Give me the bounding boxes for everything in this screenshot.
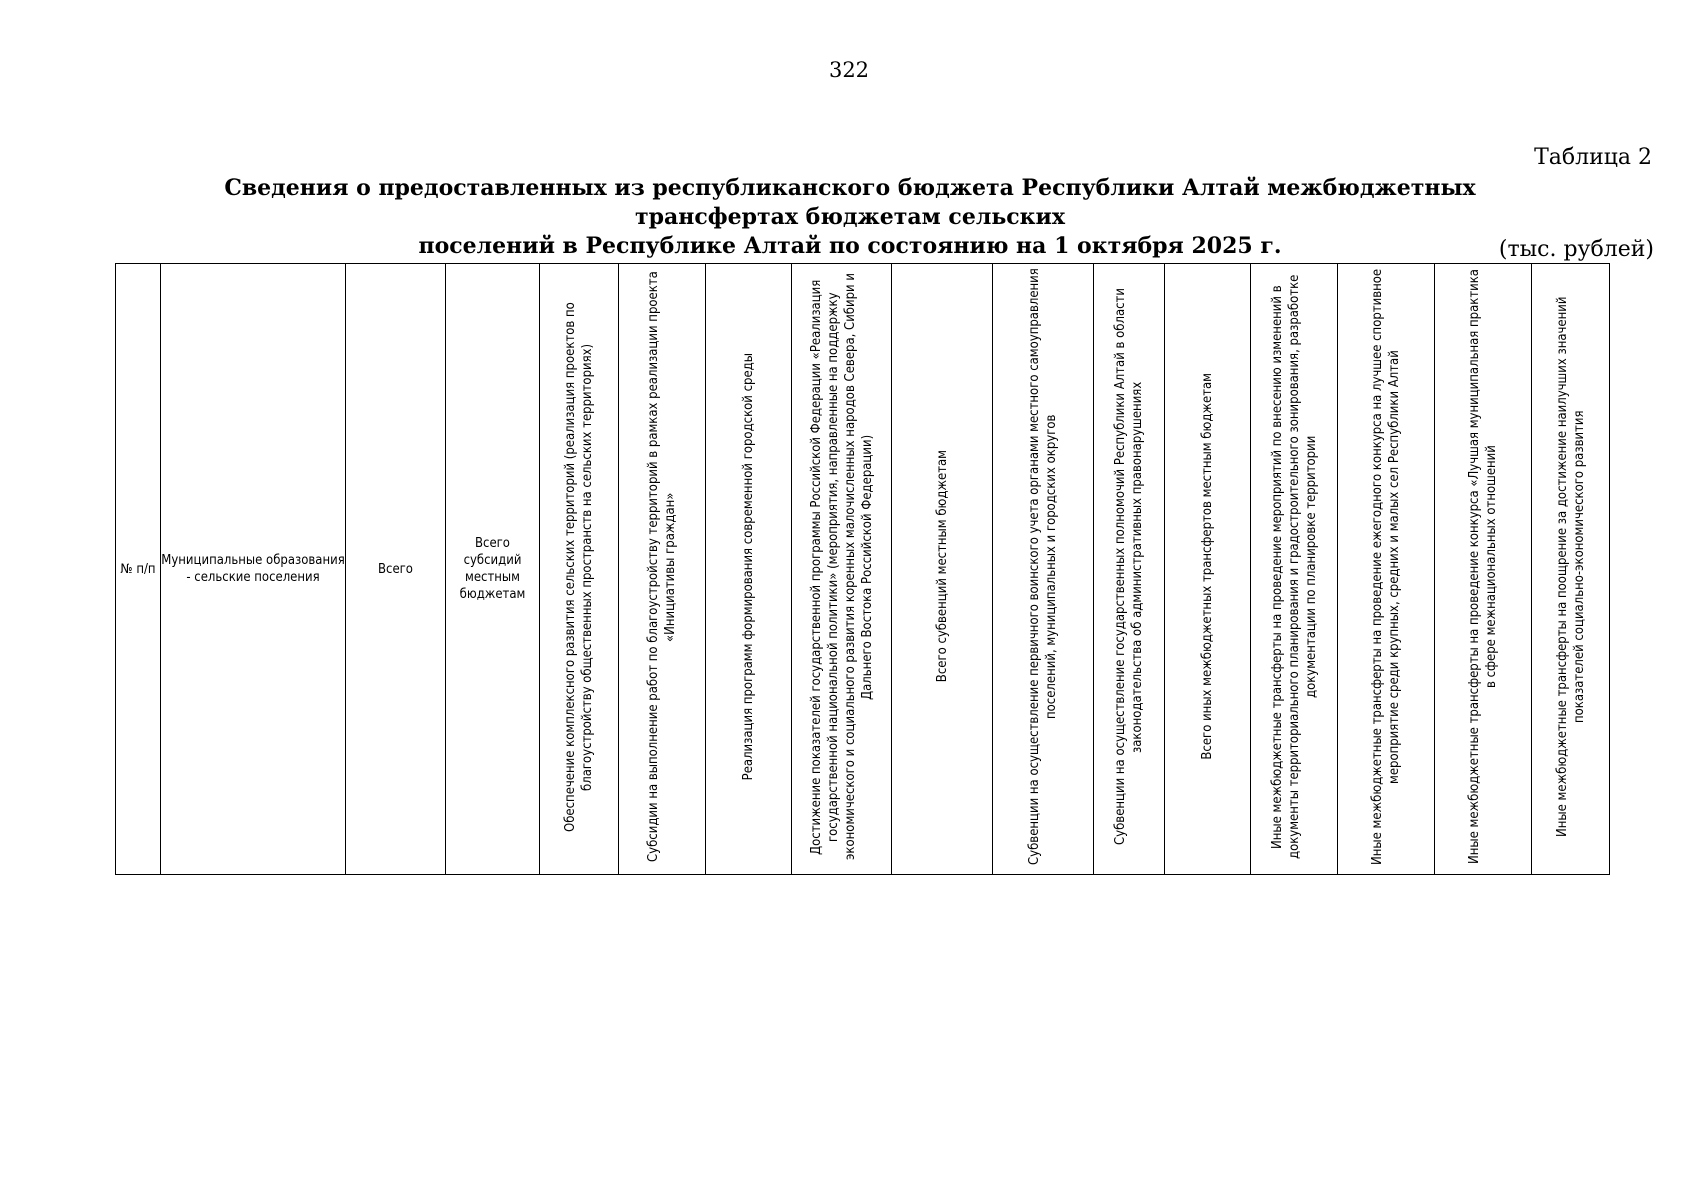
column-header-label: Всего субвенций местным бюджетам (934, 450, 950, 683)
transfers-table (115, 263, 1610, 875)
column-header-label: Иные межбюджетные трансферты на проведение мероприятий по внесению изменений в документы территориального планирования и градостроительного зонирования, разработке документации по планировке территории (1269, 274, 1319, 859)
table-header-row (116, 264, 1610, 875)
column-header-socioeconomic-award (1532, 264, 1610, 875)
column-header-urban-environment (706, 264, 792, 875)
column-header-interethnic-practice (1435, 264, 1532, 875)
column-header-label: Иные межбюджетные трансферты на поощрение за достижение наилучших значений показателей социально-экономического развития (1554, 296, 1587, 837)
column-header-label: № п/п (120, 561, 156, 577)
column-header-label: Субвенции на осуществление первичного воинского учета органами местного самоуправления поселений, муниципальных и городских округов (1027, 268, 1059, 865)
column-header-administrative-offenses (1094, 264, 1165, 875)
column-header-military-registration (993, 264, 1094, 875)
column-header-municipalities (161, 264, 346, 875)
column-header-label: Всего субсидий местным бюджетам (459, 536, 526, 602)
column-header-label: Всего (378, 561, 413, 577)
column-header-label: Субвенции на осуществление государственных полномочий Республики Алтай в области законодательства об административных правонарушениях (1113, 288, 1145, 845)
column-header-rural-development (540, 264, 619, 875)
column-header-total-other-transfers (1165, 264, 1251, 875)
column-header-total-subventions (892, 264, 993, 875)
column-header-label: Муниципальные образования - сельские поселения (161, 553, 345, 585)
column-header-sports-contest (1338, 264, 1435, 875)
column-header-label: Реализация программ формирования современной городской среды (741, 352, 756, 781)
column-header-number (116, 264, 161, 875)
column-header-label: Всего иных межбюджетных трансфертов местным бюджетам (1200, 373, 1215, 760)
column-header-total-subsidies (446, 264, 540, 875)
column-header-total (346, 264, 446, 875)
table-label: Таблица 2 (1534, 145, 1652, 170)
column-header-label: Обеспечение комплексного развития сельских территорий (реализация проектов по благоустройству общественных пространств на сельских территориях) (563, 301, 595, 832)
column-header-label: Субсидии на выполнение работ по благоустройству территорий в рамках реализации проекта «Инициативы граждан» (646, 271, 678, 862)
table-title-line-1: Сведения о предоставленных из республиканского бюджета Республики Алтай межбюджетных трансфертах бюджетам сельских (224, 175, 1476, 230)
table-title (160, 174, 1540, 261)
column-header-label: Достижение показателей государственной программы Российской Федерации «Реализация государственной национальной политики» (мероприятия, направленные на поддержку экономического и социального развития коренных малочисленных народов Севера, Сибири и Дальнего Востока Российской Федерации) (808, 273, 875, 860)
units-label: (тыс. рублей) (1498, 237, 1654, 262)
column-header-national-policy (792, 264, 892, 875)
page-number: 322 (828, 58, 870, 82)
column-header-citizen-initiatives (619, 264, 706, 875)
column-header-label: Иные межбюджетные трансферты на проведение конкурса «Лучшая муниципальная практика в сфере межнациональных отношений (1467, 269, 1499, 864)
table-title-line-2: поселений в Республике Алтай по состоянию на 1 октября 2025 г. (418, 233, 1282, 259)
column-header-label: Иные межбюджетные трансферты на проведение ежегодного конкурса на лучшее спортивное мероприятие среди крупных, средних и малых сел Республики Алтай (1370, 268, 1402, 865)
column-header-territorial-planning (1251, 264, 1338, 875)
